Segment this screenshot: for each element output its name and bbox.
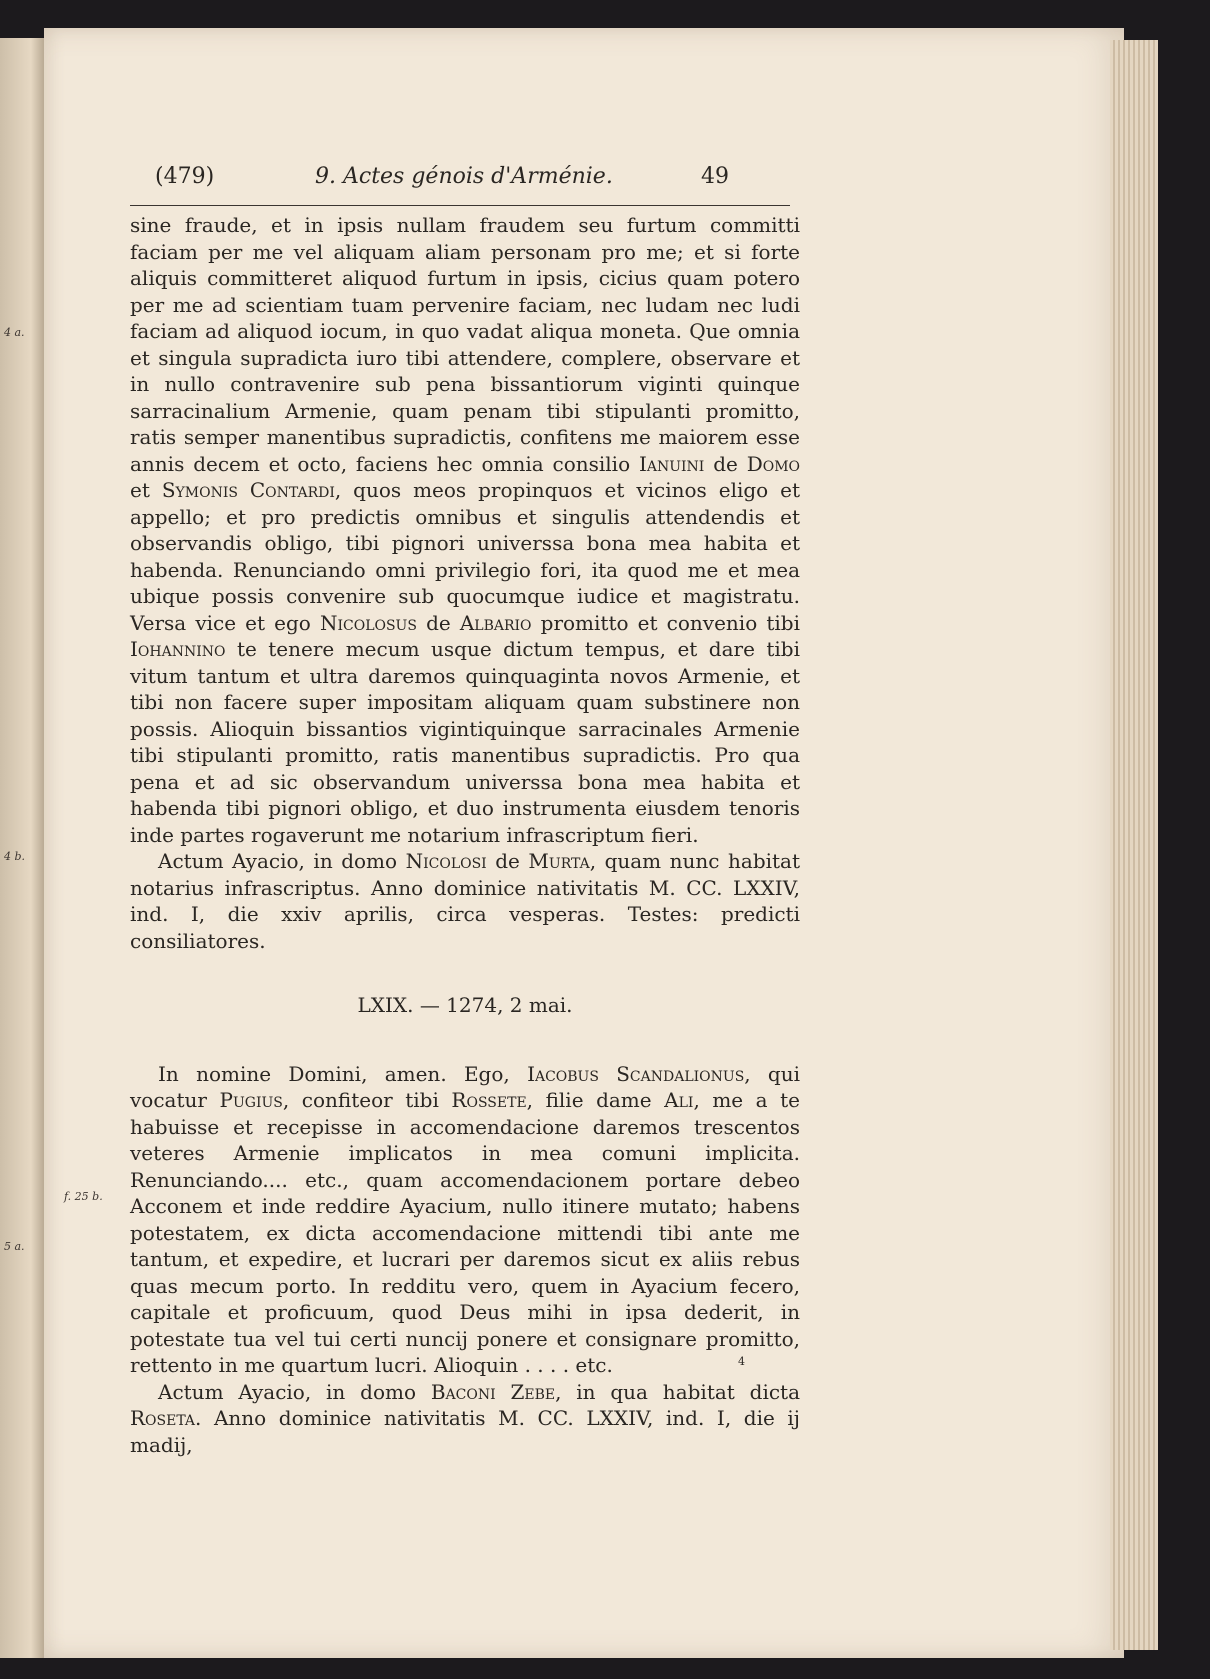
page-stack-edges bbox=[1110, 40, 1158, 1650]
body-text bbox=[130, 212, 800, 1458]
act-title: LXIX. — 1274, 2 mai. bbox=[357, 993, 573, 1017]
margin-note: 4 b. bbox=[4, 850, 26, 863]
signature-mark: 4 bbox=[738, 1355, 745, 1368]
page-number: 49 bbox=[701, 164, 729, 189]
margin-note: 5 a. bbox=[4, 1240, 25, 1253]
paragraph: sine fraude, et in ipsis nullam fraudem seu furtum committi faciam per me vel aliquam aliam personam pro me; et si forte aliquis committeret aliquod furtum in ipsis, cicius quam potero per me ad scientiam tuam pervenire faciam, nec ludam nec ludi faciam ad aliquod iocum, in quo vadat aliqua moneta. Que omnia et singula supradicta iuro tibi attendere, complere, observare et in nullo contravenire sub pena bissantiorum viginti quinque sarracinalium Armenie, quam penam tibi stipulanti promitto, ratis semper manentibus supradictis, confitens me maiorem esse annis decem et octo, faciens hec omnia consilio Ianuini de Domo et Symonis Contardi, quos meos propinquos et vicinos eligo et appello; et pro predictis omnibus et singulis attendendis et observandis obligo, tibi pignori universsa bona mea habita et habenda. Renunciando omni privilegio fori, ita quod me et mea ubique possis convenire sub quocumque iudice et magistratu. Versa vice et ego Nicolosus de Albario promitto et convenio tibi Iohannino te tenere mecum usque dictum tempus, et dare tibi vitum tantum et ultra daremos quinquaginta novos Armenie, et tibi non facere super impositam aliquam quam substinere non possis. Alioquin bissantios vigintiquinque sarracinales Armenie tibi stipulanti promitto, ratis manentibus supradictis. Pro qua pena et ad sic observandum universsa bona mea habita et habenda tibi pignori obligo, et duo instrumenta eiusdem tenoris inde partes rogaverunt me notarium infrascriptum fieri. bbox=[130, 213, 801, 847]
margin-note: f. 25 b. bbox=[64, 1190, 103, 1203]
paragraph: Actum Ayacio, in domo Baconi Zebe, in qua habitat dicta Roseta. Anno dominice nativitatis M. CC. LXXIV, ind. I, die ij madij, bbox=[130, 1379, 801, 1457]
paragraph: In nomine Domini, amen. Ego, Iacobus Scandalionus, qui vocatur Pugius, confiteor tibi Rossete, filie dame Ali, me a te habuisse et recepisse in accomendacione daremos trescentos veteres Armenie implicatos in mea comuni implicita. Renunciando.... etc., quam accomendacionem portare debeo Acconem et inde reddire Ayacium, nullo itinere mutato; habens potestatem, ex dicta accomendacione mittendi tibi ante me tantum, et expedire, et lucrari per daremos sicut ex aliis rebus quas mecum porto. In redditu vero, quem in Ayacium fecero, capitale et proficuum, quod Deus mihi in ipsa dederit, in potestate tua vel tui certi nuncij ponere et consignare promitto, rettento in me quartum lucri. Alioquin . . . . etc. bbox=[130, 1061, 801, 1377]
header-left: (479) bbox=[155, 164, 215, 189]
margin-note: 4 a. bbox=[4, 326, 25, 339]
paragraph: Actum Ayacio, in domo Nicolosi de Murta, quam nunc habitat notarius infrascriptus. Anno dominice nativitatis M. CC. LXXIV, ind. I, die xxiv aprilis, circa vesperas. Testes: predicti consiliatores. bbox=[130, 849, 801, 953]
running-header bbox=[155, 160, 789, 200]
facing-page-edge bbox=[0, 38, 44, 1658]
header-rule bbox=[130, 205, 790, 206]
header-title: 9. Actes génois d'Arménie. bbox=[315, 164, 613, 189]
